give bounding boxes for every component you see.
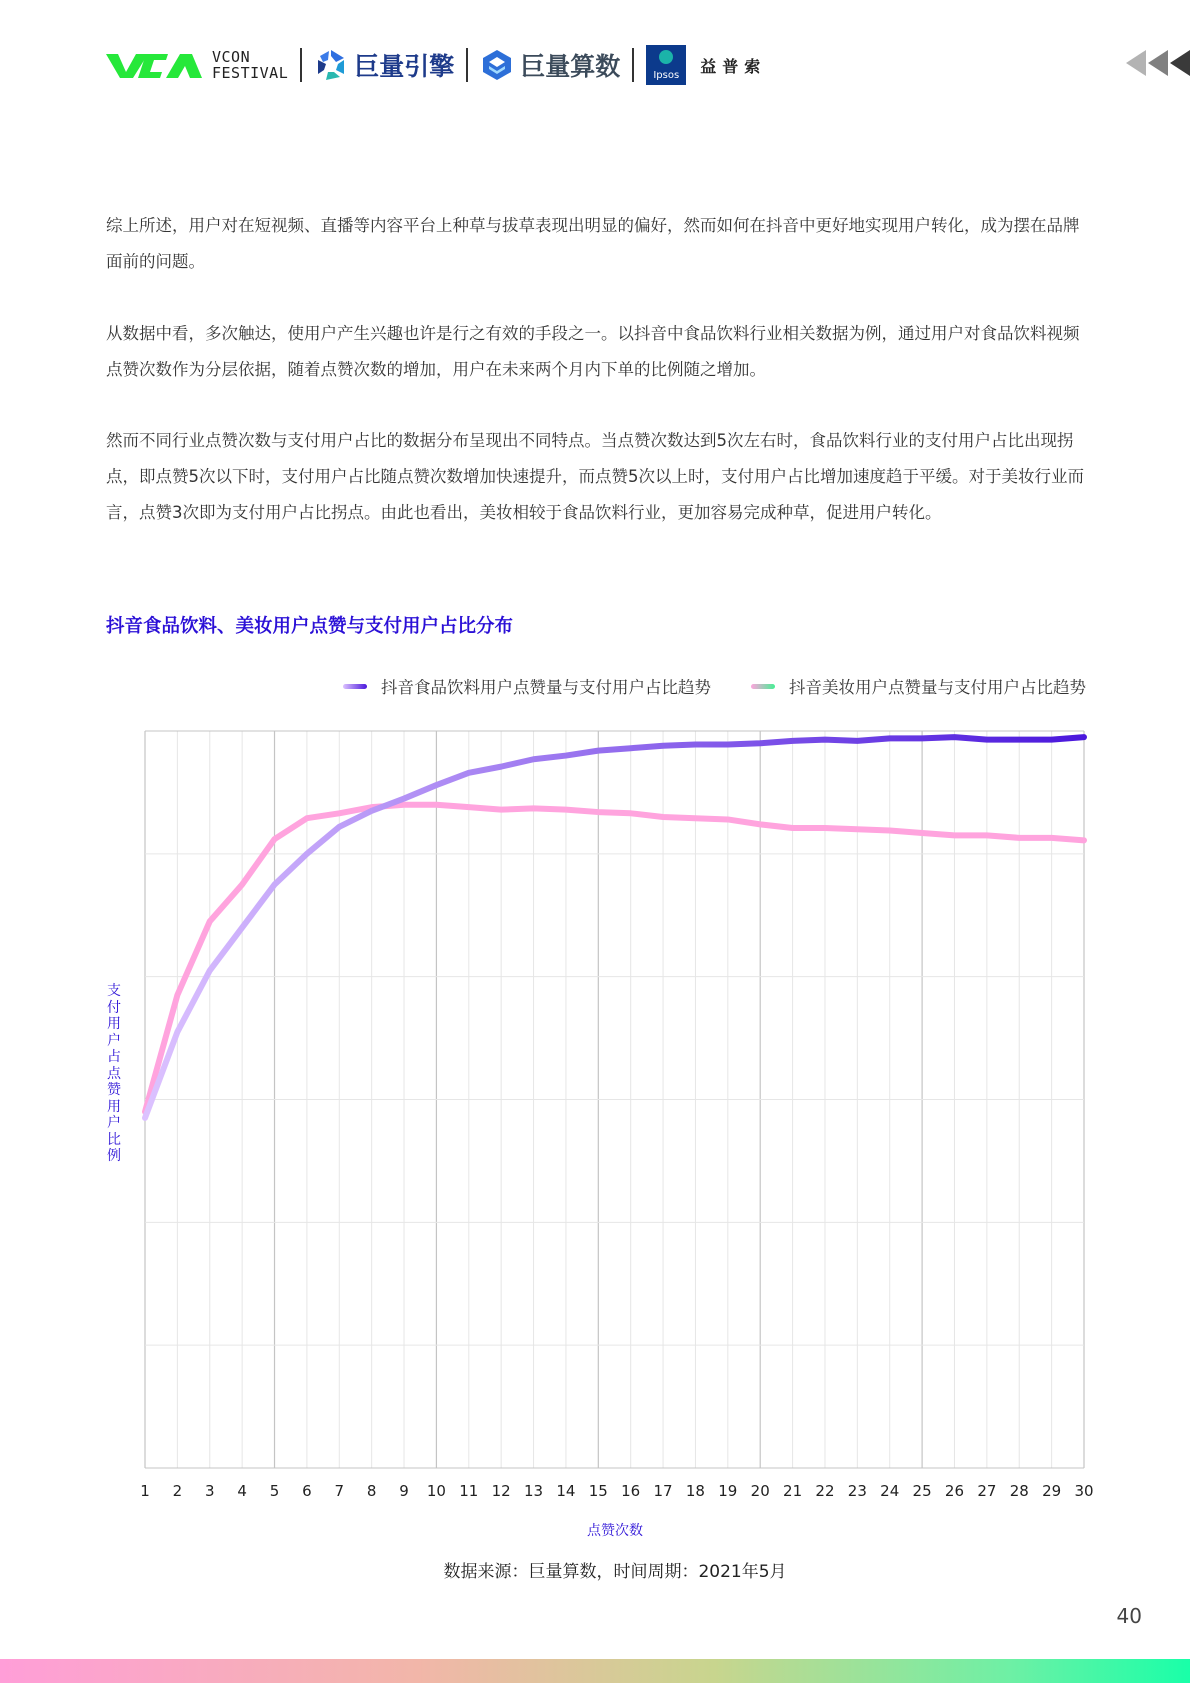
x-tick-label: 10 xyxy=(426,1482,446,1500)
ocean-data-wordmark: 巨量算数 xyxy=(520,52,621,81)
x-tick-label: 1 xyxy=(140,1482,150,1500)
x-tick-label: 28 xyxy=(1009,1482,1029,1500)
x-tick-label: 5 xyxy=(269,1482,280,1500)
x-tick-label: 11 xyxy=(459,1482,479,1500)
x-tick-label: 12 xyxy=(491,1482,511,1500)
legend-label-food: 抖音食品饮料用户点赞量与支付用户占比趋势 xyxy=(381,678,711,697)
ipsos-wordmark: Ipsos xyxy=(653,70,680,81)
paragraph-2: 从数据中看，多次触达，使用户产生兴趣也许是行之有效的手段之一。以抖音中食品饮料行业相关数据为例，通过用户对食品饮料视频点赞次数作为分层依据，随着点赞次数的增加，用户在未来两个月内下单的比例随之增加。 xyxy=(106,324,1080,379)
ipsos-chinese-name: 益普索 xyxy=(700,56,767,76)
x-tick-label: 16 xyxy=(621,1482,641,1500)
x-tick-label: 17 xyxy=(653,1482,673,1500)
x-tick-label: 8 xyxy=(366,1482,377,1500)
x-tick-label: 2 xyxy=(172,1482,183,1500)
legend-label-beauty: 抖音美妆用户点赞量与支付用户占比趋势 xyxy=(789,678,1086,697)
vcon-wordmark-line1: VCON xyxy=(212,48,251,66)
ocean-engine-wordmark: 巨量引擎 xyxy=(354,52,455,81)
chart-grid xyxy=(145,731,1084,1468)
vcon-wordmark-line2: FESTIVAL xyxy=(212,64,289,82)
series-line-beauty xyxy=(145,805,1084,1112)
paragraph-3: 然而不同行业点赞次数与支付用户占比的数据分布呈现出不同特点。当点赞次数达到5次左右时，食品饮料行业的支付用户占比出现拐点，即点赞5次以下时，支付用户占比随点赞次数增加快速提升，而点赞5次以上时，支付用户占比增加速度趋于平缓。对于美妆行业而言，点赞3次即为支付用户占比拐点。由此也看出，美妆相较于食品饮料行业，更加容易完成种草，促进用户转化。 xyxy=(106,431,1084,522)
x-axis-ticks xyxy=(140,1482,1093,1500)
x-tick-label: 24 xyxy=(880,1482,900,1500)
data-source: 数据来源：巨量算数，时间周期：2021年5月 xyxy=(443,1562,787,1582)
x-tick-label: 15 xyxy=(588,1482,608,1500)
x-tick-label: 14 xyxy=(556,1482,576,1500)
x-tick-label: 26 xyxy=(944,1482,965,1500)
x-tick-label: 19 xyxy=(718,1482,738,1500)
x-tick-label: 20 xyxy=(750,1482,770,1500)
chart-series xyxy=(145,737,1084,1118)
x-axis-label: 点赞次数 xyxy=(587,1523,643,1539)
y-axis-label: 支付用户占点赞用户比例 xyxy=(107,983,121,1164)
x-tick-label: 23 xyxy=(847,1482,867,1500)
x-tick-label: 21 xyxy=(783,1482,803,1500)
x-tick-label: 13 xyxy=(524,1482,544,1500)
paragraph-1: 综上所述，用户对在短视频、直播等内容平台上种草与拔草表现出明显的偏好，然而如何在抖音中更好地实现用户转化，成为摆在品牌面前的问题。 xyxy=(106,216,1080,271)
series-line-food xyxy=(145,737,1084,1118)
x-tick-label: 22 xyxy=(815,1482,835,1500)
x-tick-label: 3 xyxy=(204,1482,215,1500)
x-tick-label: 9 xyxy=(399,1482,409,1500)
x-tick-label: 29 xyxy=(1042,1482,1062,1500)
x-tick-label: 7 xyxy=(334,1482,345,1500)
x-tick-label: 27 xyxy=(977,1482,997,1500)
x-tick-label: 4 xyxy=(237,1482,247,1500)
x-tick-label: 30 xyxy=(1074,1482,1094,1500)
page-number: 40 xyxy=(1116,1604,1142,1628)
x-tick-label: 6 xyxy=(302,1482,312,1500)
chart-title: 抖音食品饮料、美妆用户点赞与支付用户占比分布 xyxy=(106,616,514,637)
x-tick-label: 25 xyxy=(912,1482,932,1500)
bottom-gradient-bar xyxy=(0,1659,1190,1683)
x-tick-label: 18 xyxy=(685,1482,705,1500)
